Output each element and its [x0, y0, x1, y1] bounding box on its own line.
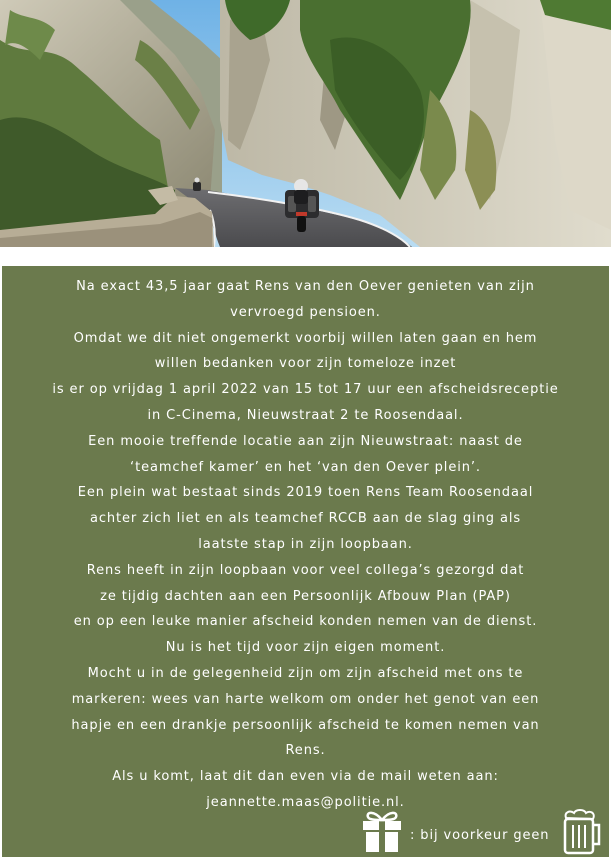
invitation-line: Als u komt, laat dit dan even via de mail weten aan:	[112, 769, 499, 785]
invitation-line: willen bedanken voor zijn tomeloze inzet	[154, 356, 457, 372]
invitation-line: markeren: wees van harte welkom om onder het genot van een	[71, 691, 540, 707]
invitation-line: in C-Cinema, Nieuwstraat 2 te Roosendaal.	[147, 407, 464, 423]
invitation-line: ‘teamchef kamer’ en het ‘van den Oever plein’.	[130, 459, 481, 475]
invitation-line: vervroegd pensioen.	[230, 304, 381, 320]
invitation-line: Een plein wat bestaat sinds 2019 toen Rens Team Roosendaal	[77, 485, 534, 501]
invitation-line: Na exact 43,5 jaar gaat Rens van den Oever genieten van zijn	[76, 279, 535, 294]
invitation-line: laatste stap in zijn loopbaan.	[198, 536, 413, 552]
footer-note: : bij voorkeur geen	[410, 828, 550, 843]
invitation-text	[2, 274, 609, 816]
invitation-line: Omdat we dit niet ongemerkt voorbij willen laten gaan en hem	[73, 330, 538, 346]
invitation-line: is er op vrijdag 1 april 2022 van 15 tot 17 uur een afscheidsreceptie	[52, 382, 559, 398]
gift-note	[360, 806, 610, 856]
invitation-line: Rens.	[285, 743, 326, 759]
invitation-line: Mocht u in de gelegenheid zijn om zijn afscheid met ons te	[87, 665, 524, 681]
invitation-panel	[2, 266, 609, 857]
invitation-line: hapje en een drankje persoonlijk afscheid te komen nemen van	[71, 717, 540, 733]
invitation-line: Rens heeft in zijn loopbaan voor veel collega’s gezorgd dat	[86, 562, 525, 578]
beer-mug-icon	[558, 808, 602, 856]
invitation-line: Nu is het tijd voor zijn eigen moment.	[165, 640, 446, 656]
invitation-line: ze tijdig dachten aan een Persoonlijk Afbouw Plan (PAP)	[100, 588, 511, 604]
hero-photo	[0, 0, 611, 247]
invitation-line: en op een leuke manier afscheid konden nemen van de dienst.	[73, 614, 538, 630]
email-address[interactable]: jeannette.maas@politie.nl.	[206, 794, 405, 810]
invitation-line: achter zich liet en als teamchef RCCB aan de slag ging als	[89, 511, 522, 527]
invitation-line: Een mooie treffende locatie aan zijn Nieuwstraat: naast de	[88, 433, 523, 449]
gift-icon	[360, 808, 404, 854]
